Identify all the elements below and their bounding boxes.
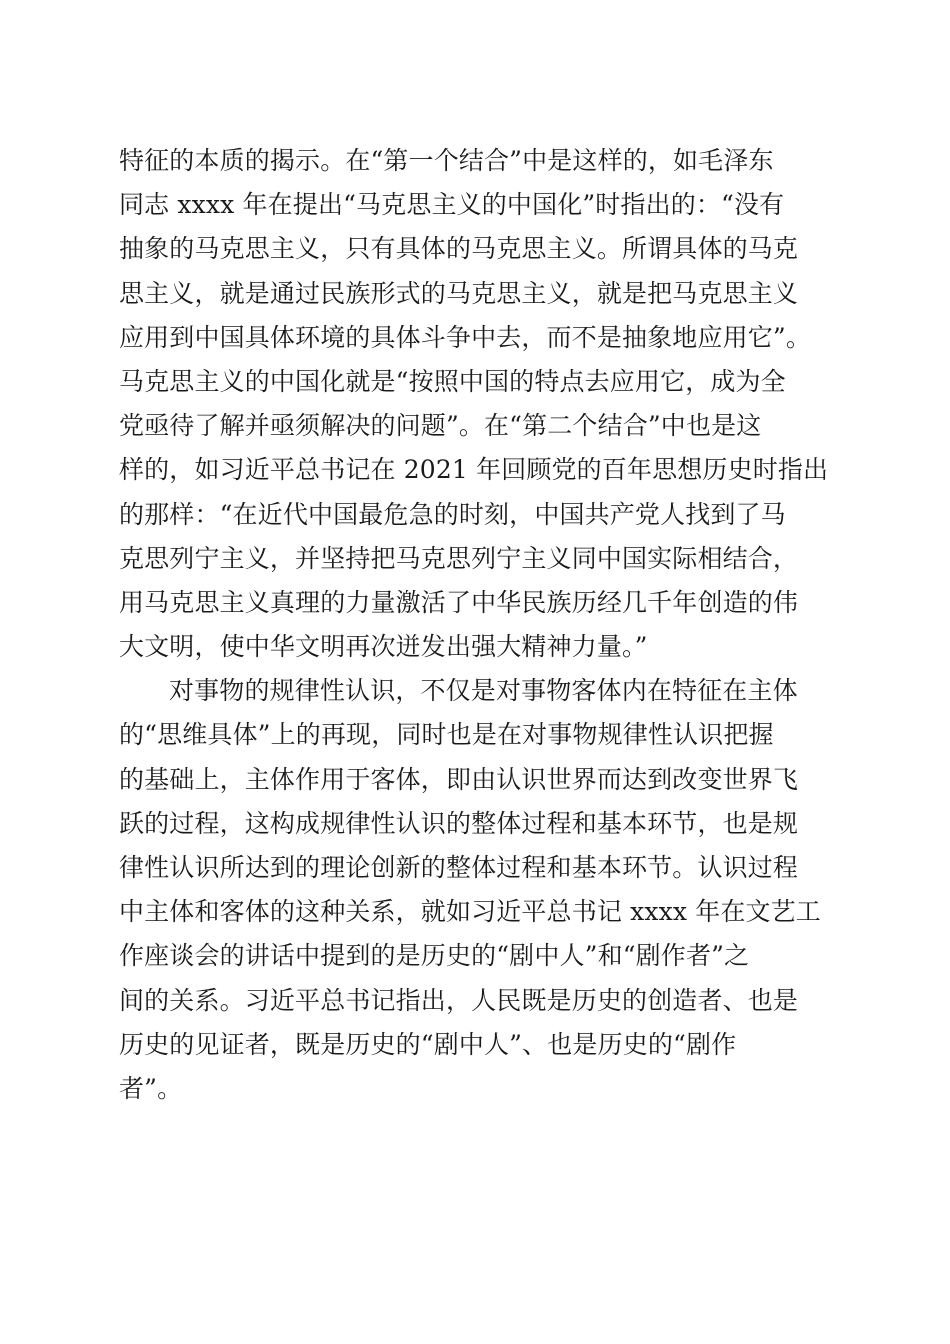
text-line: 者”。 <box>119 1073 183 1103</box>
text-line: 应用到中国具体环境的具体斗争中去，而不是抽象地应用它”。 <box>119 322 811 352</box>
text-line: 对事物的规律性认识，不仅是对事物客体内在特征在主体 <box>169 676 798 706</box>
text-line: 律性认识所达到的理论创新的整体过程和基本环节。认识过程 <box>119 853 799 882</box>
text-line: 同志 xxxx 年在提出“马克思主义的中国化”时指出的：“没有 <box>119 190 785 220</box>
text-line: 思主义，就是通过民族形式的马克思主义，就是把马克思主义 <box>119 278 799 308</box>
text-line: 间的关系。习近平总书记指出，人民既是历史的创造者、也是 <box>119 985 799 1015</box>
text-line: 的“思维具体”上的再现，同时也是在对事物规律性认识把握 <box>119 720 774 750</box>
text-line: 历史的见证者，既是历史的“剧中人”、也是历史的“剧作 <box>119 1029 737 1059</box>
text-line: 用马克思主义真理的力量激活了中华民族历经几千年创造的伟 <box>119 587 799 617</box>
text-line: 克思列宁主义，并坚持把马克思列宁主义同中国实际相结合， <box>119 543 799 573</box>
text-line: 跃的过程，这构成规律性认识的整体过程和基本环节，也是规 <box>119 808 799 838</box>
text-line: 作座谈会的讲话中提到的是历史的“剧中人”和“剧作者”之 <box>119 941 750 971</box>
text-line: 的那样：“在近代中国最危急的时刻，中国共产党人找到了马 <box>119 499 786 529</box>
text-line: 马克思主义的中国化就是“按照中国的特点去应用它，成为全 <box>119 366 786 396</box>
document-body <box>119 139 859 1111</box>
text-line: 大文明，使中华文明再次迸发出强大精神力量。” <box>119 632 648 662</box>
text-line: 抽象的马克思主义，只有具体的马克思主义。所谓具体的马克 <box>119 234 799 264</box>
text-line: 的基础上，主体作用于客体，即由认识世界而达到改变世界飞 <box>119 764 799 794</box>
text-line: 样的，如习近平总书记在 2021 年回顾党的百年思想历史时指出 <box>119 455 829 485</box>
paragraph-2 <box>119 669 859 1111</box>
text-line: 中主体和客体的这种关系，就如习近平总书记 xxxx 年在文艺工 <box>119 897 821 927</box>
text-line: 党亟待了解并亟须解决的问题”。在“第二个结合”中也是这 <box>119 411 762 441</box>
text-line: 特征的本质的揭示。在“第一个结合”中是这样的，如毛泽东 <box>119 146 774 175</box>
paragraph-1 <box>119 139 859 669</box>
